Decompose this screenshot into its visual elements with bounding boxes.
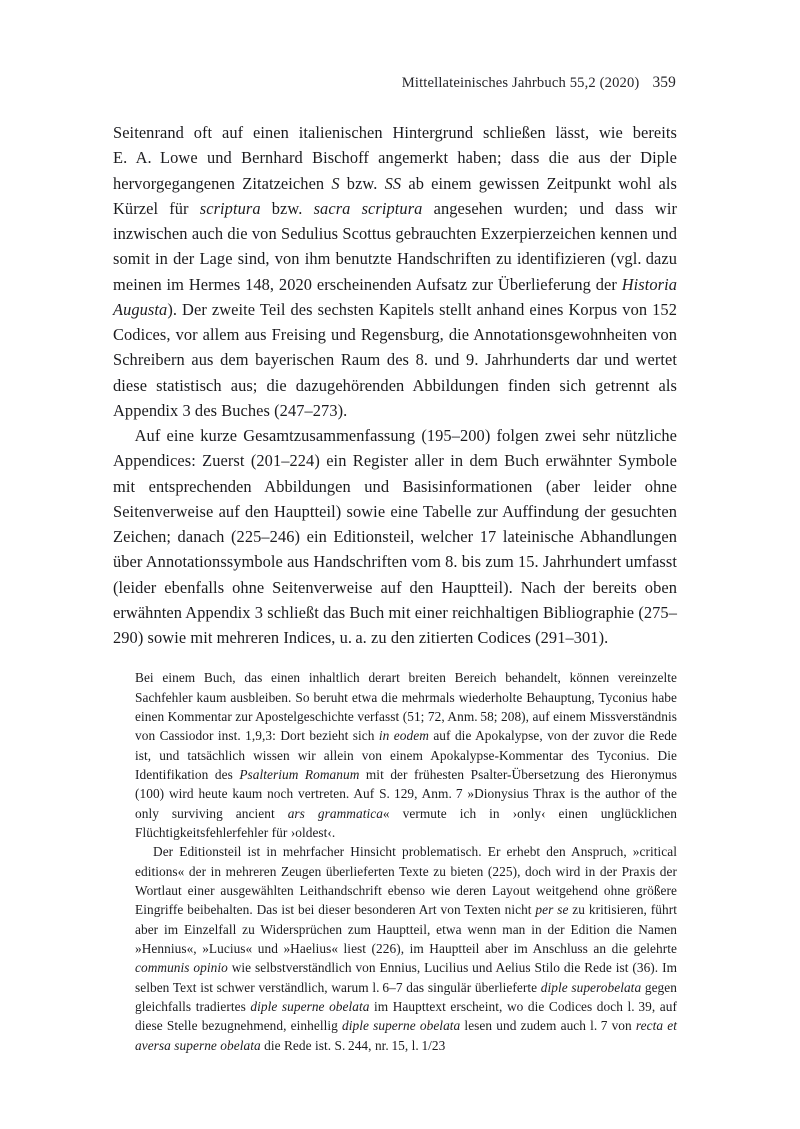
small-text-block: [135, 668, 677, 1055]
page-number: 359: [652, 74, 676, 91]
body-paragraph-1: Seitenrand oft auf einen italienischen Hintergrund schließen lässt, wie bereits E. A. Lowe und Bernhard Bischoff angemerkt haben; dass die aus der Diple hervorgegangenen Zitatzeichen S bzw. SS ab einem gewissen Zeitpunkt wohl als Kürzel für scriptura bzw. sacra scriptura angesehen wurden; und dass wir inzwischen auch die von Sedulius Scottus gebrauchten Exzerpierzeichen kennen und somit in der Lage sind, von ihm benutzte Handschriften zu identifizieren (vgl. dazu meinen im Hermes 148, 2020 erscheinenden Aufsatz zur Überlieferung der Historia Augusta). Der zweite Teil des sechsten Kapitels stellt anhand eines Korpus von 152 Codices, vor allem aus Freising und Regensburg, die Annotationsgewohnheiten von Schreibern aus dem bayerischen Raum des 8. und 9. Jahrhunderts dar und wertet diese statistisch aus; die dazugehörenden Abbildungen finden sich getrennt als Appendix 3 des Buches (247–273).: [113, 123, 678, 420]
small-paragraph-1: Bei einem Buch, das einen inhaltlich derart breiten Bereich behandelt, können vereinzelte Sachfehler kaum ausbleiben. So beruht etwa die mehrmals wiederholte Behauptung, Tyconius habe einen Kommentar zur Apostelgeschichte verfasst (51; 72, Anm. 58; 208), auf einem Missverständnis von Cassiodor inst. 1,9,3: Dort bezieht sich in eodem auf die Apokalypse, von der zuvor die Rede ist, und tatsächlich wissen wir allein von einem Apokalypse-Kommentar des Tyconius. Die Identifikation des Psalterium Romanum mit der frühesten Psalter-Übersetzung des Hieronymus (100) wird heute kaum noch vertreten. Auf S. 129, Anm. 7 »Dionysius Thrax is the author of the only surviving ancient ars grammatica« vermute ich in ›only‹ einen unglücklichen Flüchtigkeitsfehlerfehler für ›oldest‹.: [135, 670, 678, 840]
main-text-block: [113, 120, 677, 1055]
running-head-title: Mittellateinisches Jahrbuch 55,2 (2020): [401, 75, 640, 91]
body-paragraph-2: Auf eine kurze Gesamtzusammenfassung (195–200) folgen zwei sehr nützliche Appendices: Zuerst (201–224) ein Register aller in dem Buch erwähnter Symbole mit entsprechenden Abbildungen und Basisinformationen (aber leider ohne Seitenverweise auf den Hauptteil) sowie eine Tabelle zur Auffindung der gesuchten Zeichen; danach (225–246) ein Editionsteil, welcher 17 lateinische Abhandlungen über Annotationssymbole aus Handschriften vom 8. bis zum 15. Jahrhundert umfasst (leider ebenfalls ohne Seitenverweise auf den Hauptteil). Nach der bereits oben erwähnten Appendix 3 schließt das Buch mit einer reichhaltigen Bibliographie (275–290) sowie mit mehreren Indices, u. a. zu den zitierten Codices (291–301).: [113, 426, 677, 647]
small-paragraph-2: Der Editionsteil ist in mehrfacher Hinsicht problematisch. Er erhebt den Anspruch, »critical editions« der in mehreren Zeugen überlieferten Texte zu bieten (225), doch wird in der Praxis der Wortlaut einer ausgewählten Leithandschrift ebenso wie deren Layout weitgehend ohne größere Eingriffe beibehalten. Das ist bei dieser besonderen Art von Texten nicht per se zu kritisieren, führt aber im Einzelfall zu Widersprüchen zum Hauptteil, etwa wenn man in der Edition die Namen »Hennius«, »Lucius« und »Haelius« liest (226), im Hauptteil aber im Anschluss an die gelehrte communis opinio wie selbstverständlich von Ennius, Lucilius und Aelius Stilo die Rede ist (36). Im selben Text ist schwer verständlich, warum l. 6–7 das singulär überlieferte diple superobelata gegen gleichfalls tradiertes diple superne obelata im Haupttext erscheint, wo die Codices doch l. 39, auf diese Stelle bezugnehmend, einhellig diple superne obelata lesen und zudem auch l. 7 von recta et aversa superne obelata die Rede ist. S. 244, nr. 15, l. 1/23: [135, 844, 677, 1053]
running-head: [113, 74, 676, 92]
